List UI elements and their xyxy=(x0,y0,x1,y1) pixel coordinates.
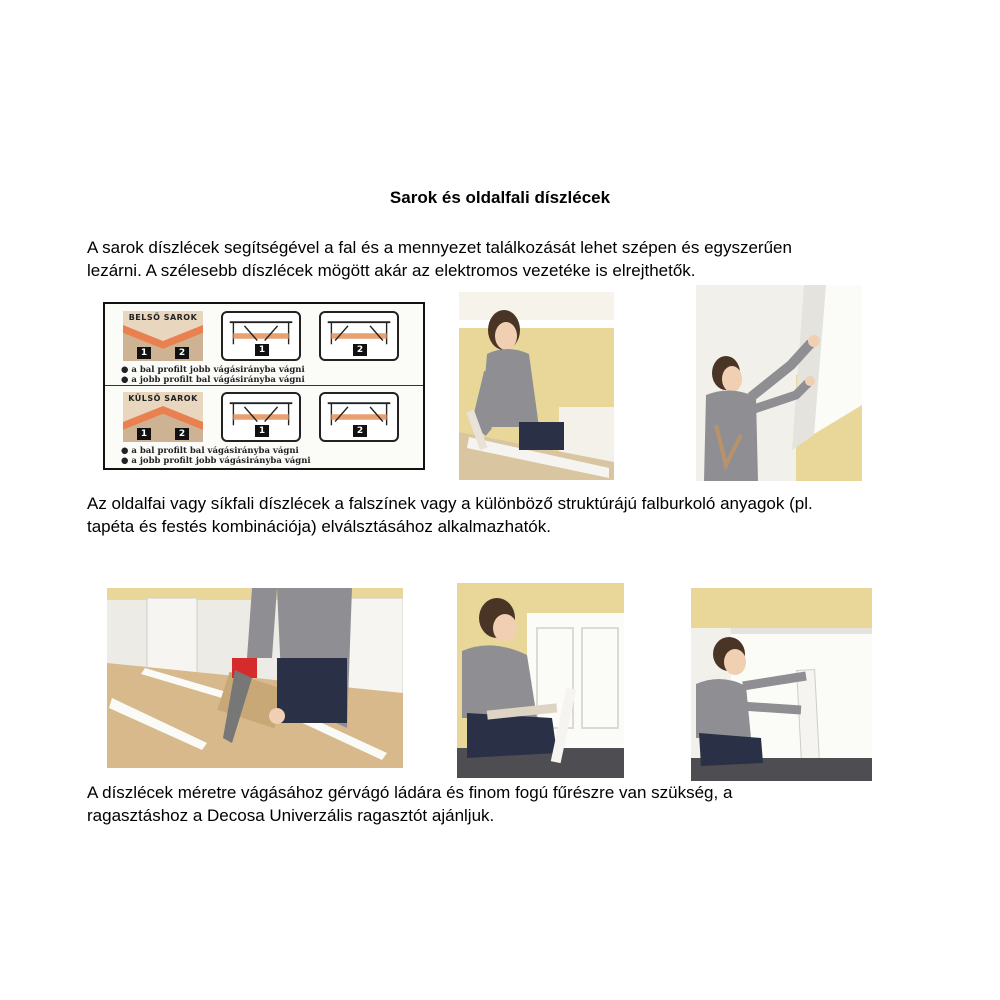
number-badge: 2 xyxy=(175,428,189,440)
miter-box-icon xyxy=(221,311,301,361)
number-badge: 1 xyxy=(137,428,151,440)
corner-cutting-diagram xyxy=(103,302,425,470)
diagram-divider xyxy=(105,385,423,386)
cut-note: ● a bal profilt jobb vágásirányba vágni xyxy=(121,365,305,375)
cut-note: ● a bal profilt bal vágásirányba vágni xyxy=(121,446,299,456)
photo-applying-adhesive xyxy=(459,292,614,480)
paragraph-line: ragasztáshoz a Decosa Univerzális ragasztót ajánljuk. xyxy=(87,806,495,825)
cut-note: ● a jobb profilt bal vágásirányba vágni xyxy=(121,375,305,385)
outer-corner-illustration xyxy=(123,392,203,442)
outer-corner-label: KÜLSŐ SAROK xyxy=(128,394,198,403)
number-badge: 1 xyxy=(137,347,151,359)
paragraph-line: Az oldalfai vagy síkfali díszlécek a falszínek vagy a különböző struktúrájú falburkoló anyagok (pl. xyxy=(87,494,813,513)
miter-box-icon xyxy=(319,311,399,361)
cut-note: ● a jobb profilt jobb vágásirányba vágni xyxy=(121,456,311,466)
number-badge: 1 xyxy=(255,425,269,437)
outer-corner-row xyxy=(111,390,419,466)
wall-molding-paragraph xyxy=(87,492,917,538)
inner-corner-illustration xyxy=(123,311,203,361)
paragraph-line: tapéta és festés kombinációja) elválsztásához alkalmazhatók. xyxy=(87,517,551,536)
photo-fixing-wall-molding xyxy=(691,588,872,781)
paragraph-line: A díszlécek méretre vágásához gérvágó ládára és finom fogú fűrészre van szükség, a xyxy=(87,783,733,802)
photo-sawing-molding xyxy=(107,588,403,768)
number-badge: 1 xyxy=(255,344,269,356)
number-badge: 2 xyxy=(353,344,367,356)
tools-paragraph xyxy=(87,781,917,827)
paragraph-line: lezárni. A szélesebb díszlécek mögött akár az elektromos vezetéke is elrejthetők. xyxy=(87,261,696,280)
number-badge: 2 xyxy=(353,425,367,437)
inner-corner-label: BELSŐ SAROK xyxy=(128,313,198,322)
inner-corner-row xyxy=(111,309,419,385)
number-badge: 2 xyxy=(175,347,189,359)
intro-paragraph xyxy=(87,236,917,282)
photo-gluing-wall-panel xyxy=(457,583,624,778)
paragraph-line: A sarok díszlécek segítségével a fal és a mennyezet találkozását lehet szépen és egyszerűen xyxy=(87,238,792,257)
page-title: Sarok és oldalfali díszlécek xyxy=(389,188,611,207)
photo-installing-cornice xyxy=(696,285,862,481)
miter-box-icon xyxy=(319,392,399,442)
miter-box-icon xyxy=(221,392,301,442)
